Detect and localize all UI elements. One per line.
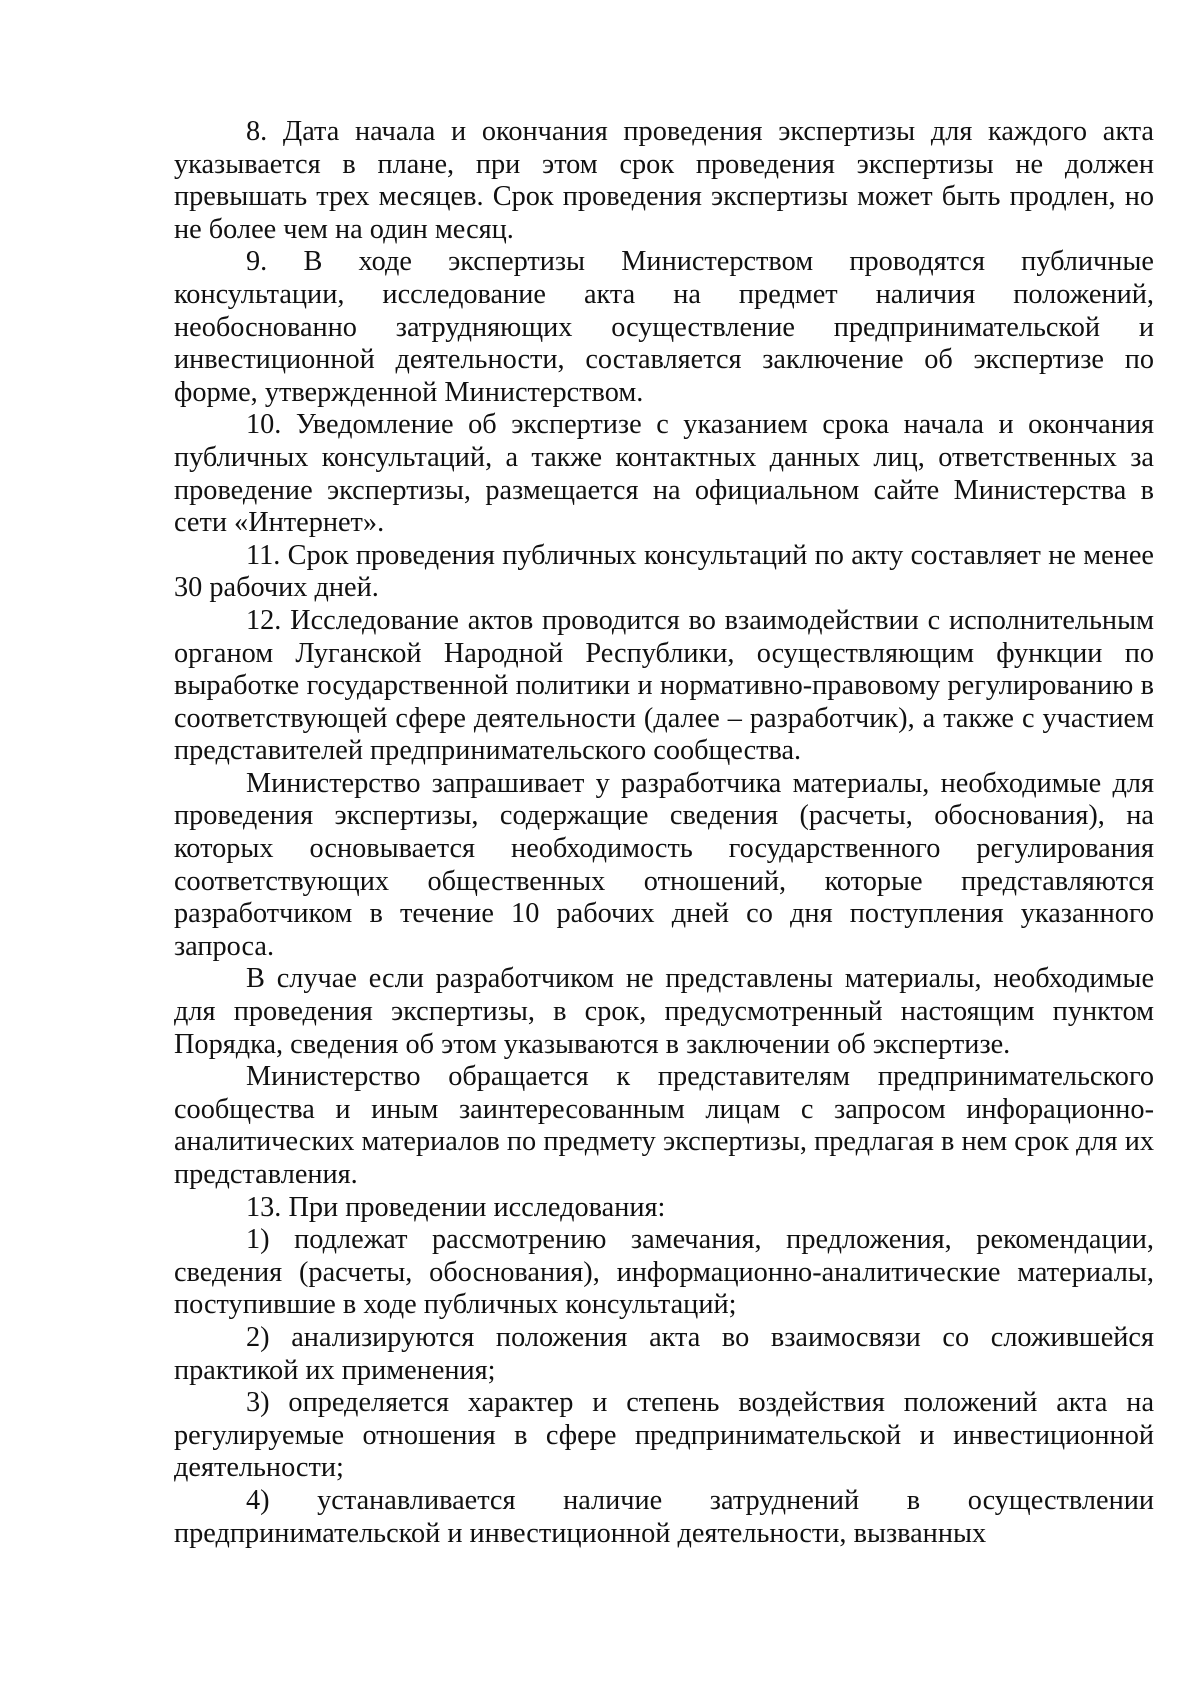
paragraph-11-consultation-period: 11. Срок проведения публичных консультаций по акту составляет не менее 30 рабочих дней.	[174, 539, 1154, 604]
paragraph-10-notice: 10. Уведомление об экспертизе с указанием срока начала и окончания публичных консультаций, а также контактных данных лиц, ответственных за проведение экспертизы, размещается на официальном сайте Министерства в сети «Интернет».	[174, 409, 1154, 539]
document-body	[174, 116, 1154, 1550]
list-item-3: 3) определяется характер и степень воздействия положений акта на регулируемые отношения в сфере предпринимательской и инвестиционной деятельности;	[174, 1387, 1154, 1484]
list-item-1: 1) подлежат рассмотрению замечания, предложения, рекомендации, сведения (расчеты, обоснования), информационно-аналитические материалы, поступившие в ходе публичных консультаций;	[174, 1224, 1154, 1321]
paragraph-12-research: 12. Исследование актов проводится во взаимодействии с исполнительным органом Луганской Народной Республики, осуществляющим функции по выработке государственной политики и нормативно-правовому регулированию в соответствующей сфере деятельности (далее – разработчик), а также с участием представителей предпринимательского сообщества.	[174, 604, 1154, 767]
paragraph-8-dates: 8. Дата начала и окончания проведения экспертизы для каждого акта указывается в плане, при этом срок проведения экспертизы не должен превышать трех месяцев. Срок проведения экспертизы может быть продлен, но не более чем на один месяц.	[174, 116, 1154, 245]
paragraph-12-stakeholder-request: Министерство обращается к представителям предпринимательского сообщества и иным заинтересованным лицам с запросом инфорационно-аналитических материалов по предмету экспертизы, предлагая в нем срок для их представления.	[174, 1061, 1154, 1190]
paragraph-13-heading: 13. При проведении исследования:	[246, 1191, 666, 1223]
paragraph-12-missing-materials: В случае если разработчиком не представлены материалы, необходимые для проведения экспертизы, в срок, предусмотренный настоящим пунктом Порядка, сведения об этом указываются в заключении об экспертизе.	[174, 963, 1154, 1060]
paragraph-12-ministry-request: Министерство запрашивает у разработчика материалы, необходимые для проведения экспертизы, содержащие сведения (расчеты, обоснования), на которых основывается необходимость государственного регулирования соответствующих общественных отношений, которые представляются разработчиком в течение 10 рабочих дней со дня поступления указанного запроса.	[174, 767, 1154, 962]
paragraph-9-procedure: 9. В ходе экспертизы Министерством проводятся публичные консультации, исследование акта на предмет наличия положений, необоснованно затрудняющих осуществление предпринимательской и инвестиционной деятельности, составляется заключение об экспертизе по форме, утвержденной Министерством.	[174, 246, 1154, 408]
list-item-2: 2) анализируются положения акта во взаимосвязи со сложившейся практикой их применения;	[174, 1321, 1154, 1386]
list-item-4: 4) устанавливается наличие затруднений в осуществлении предпринимательской и инвестиционной деятельности, вызванных	[174, 1484, 1154, 1549]
